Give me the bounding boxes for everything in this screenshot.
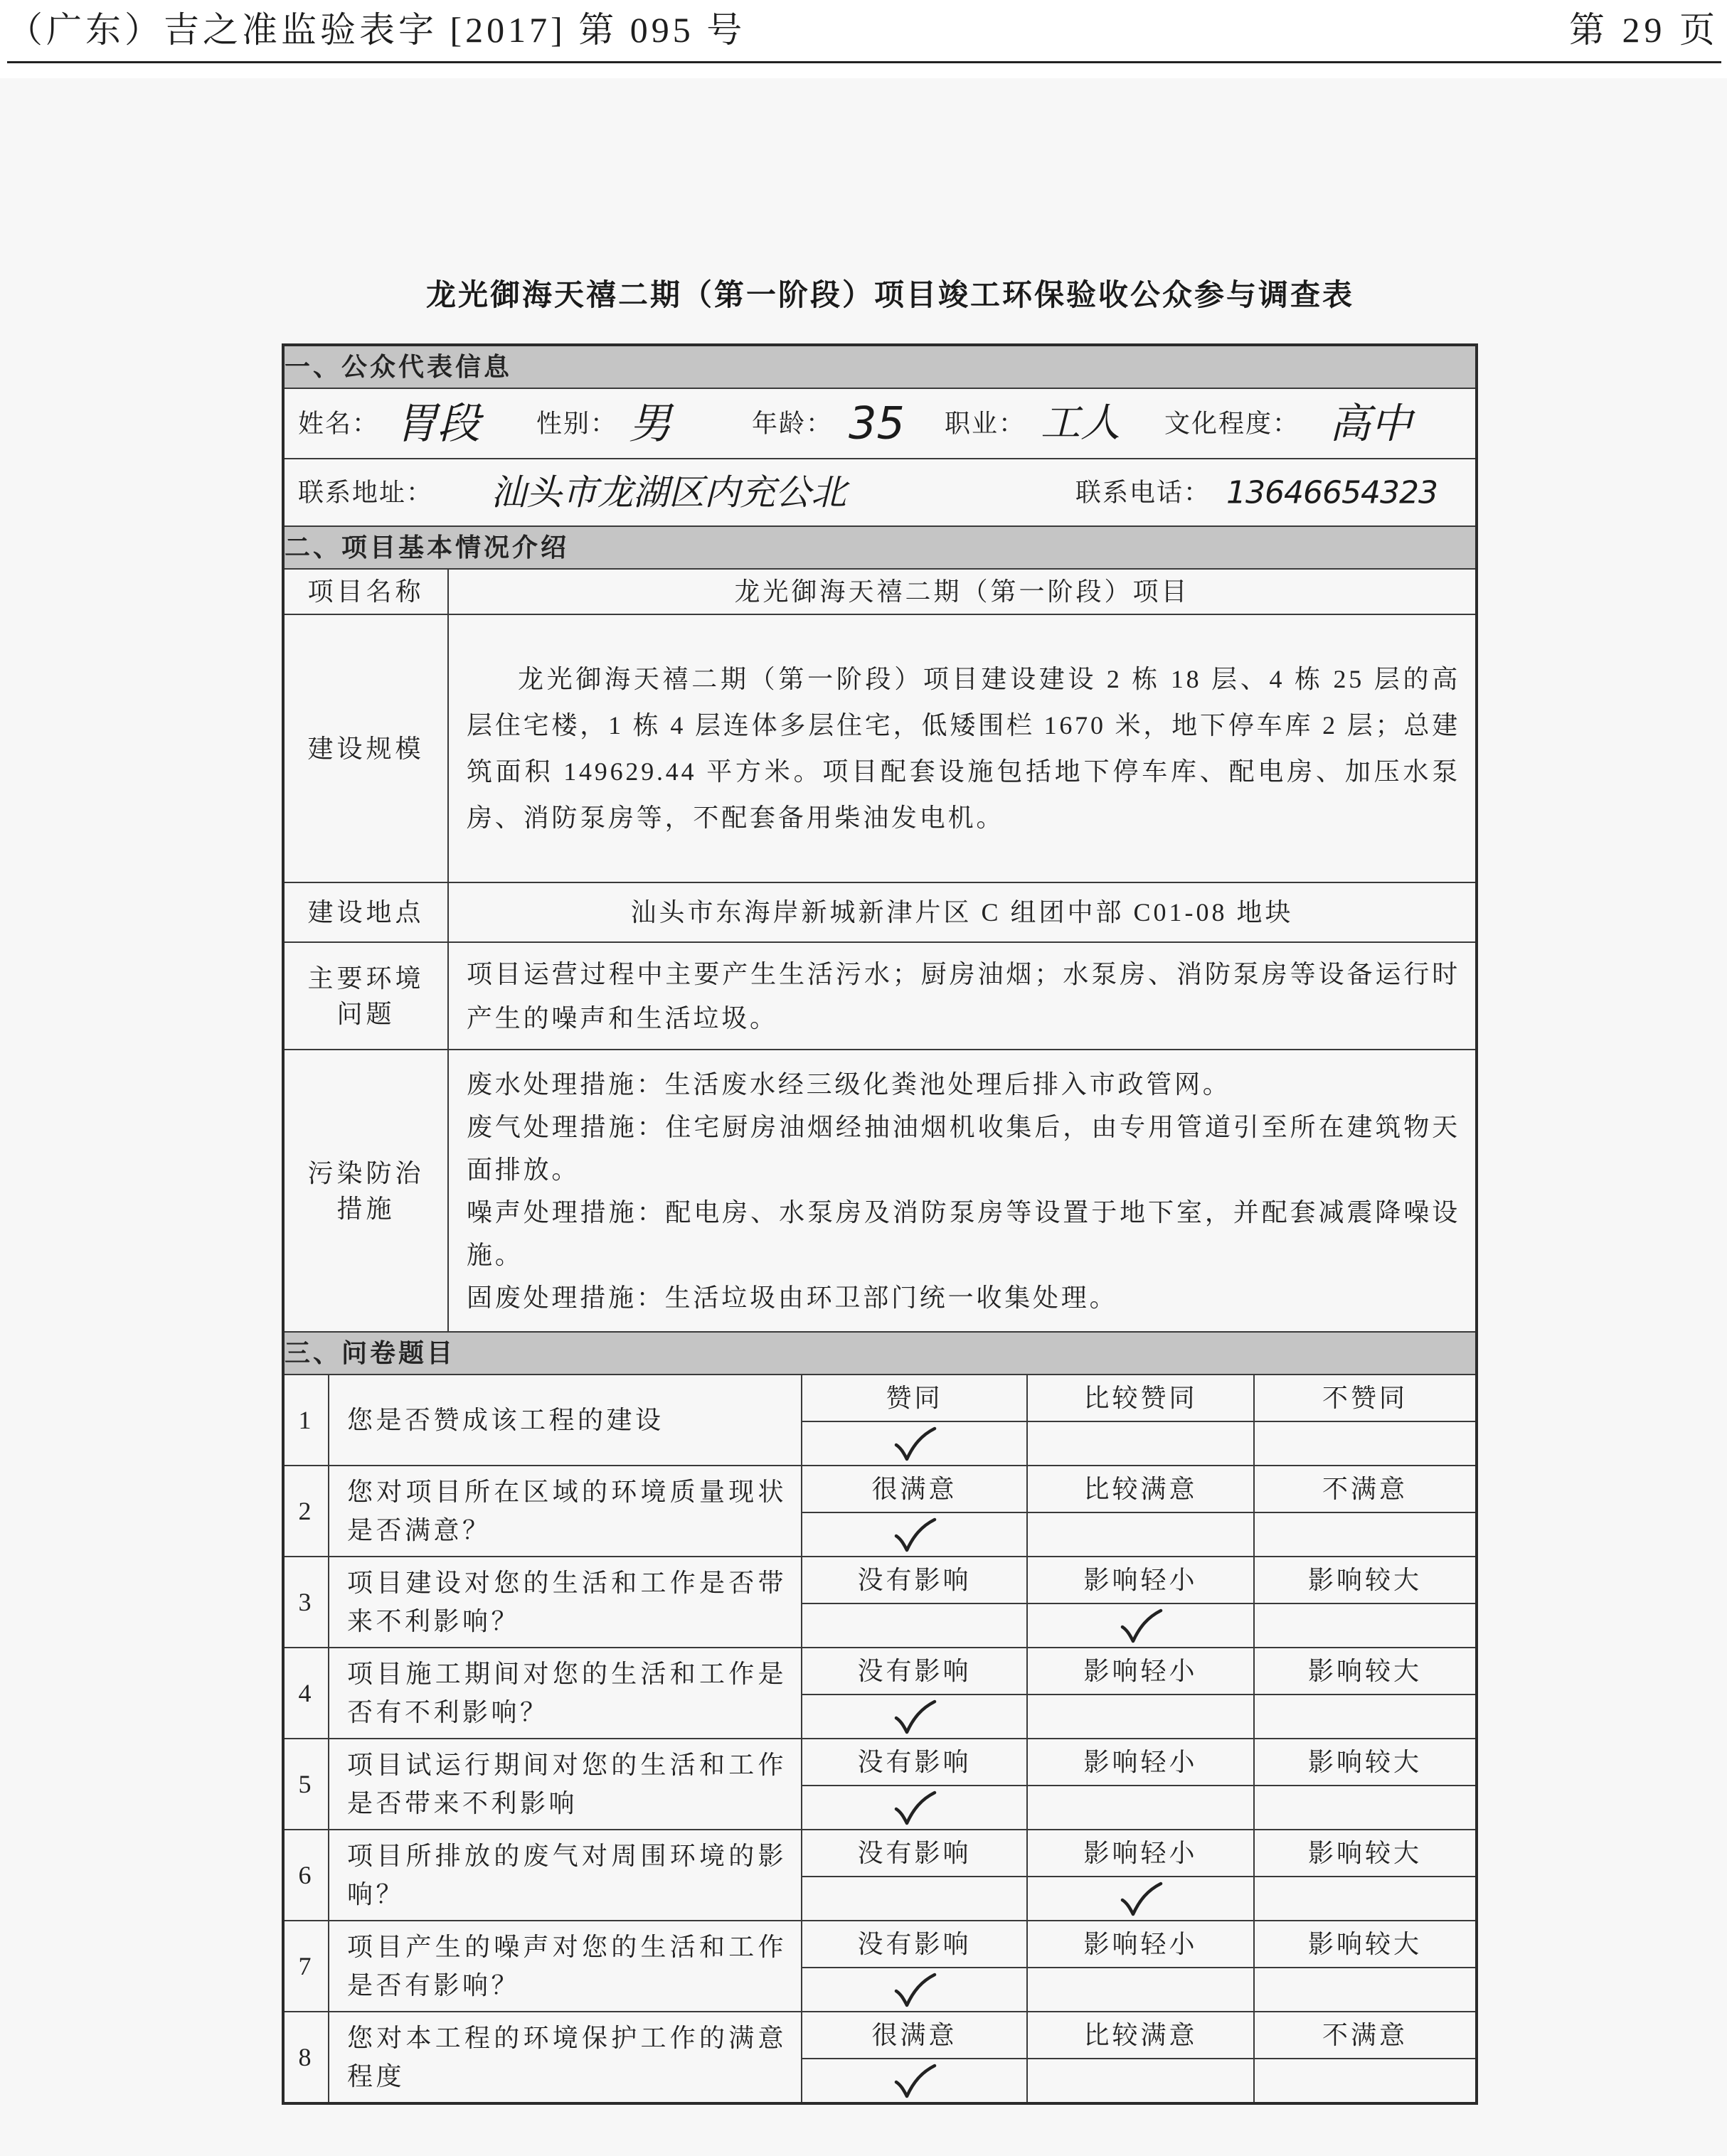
contact-fields: [285, 459, 1475, 525]
address-value: 汕头市龙湖区内充公北: [491, 471, 846, 513]
question-number: 2: [283, 1466, 329, 1557]
personal-info-fields: [285, 389, 1475, 458]
answer-check-cell: [1027, 1421, 1254, 1466]
answer-check-cell: [1254, 1695, 1477, 1739]
check-mark-icon: [892, 1426, 937, 1462]
question-row: [283, 2012, 1477, 2059]
answer-option-label: 影响轻小: [1027, 1921, 1254, 1968]
answer-option-label: 影响较大: [1254, 1557, 1477, 1603]
check-mark-icon: [892, 2064, 937, 2099]
solid-waste-measure: 固废处理措施：生活垃圾由环卫部门统一收集处理。: [467, 1283, 1118, 1312]
answer-option-label: 比较满意: [1027, 2012, 1254, 2059]
answer-option-label: 不赞同: [1254, 1375, 1477, 1421]
occupation-label: 职业：: [945, 409, 1026, 438]
answer-check-cell: [802, 2059, 1027, 2103]
pollution-measures-cell: [448, 1050, 1477, 1332]
construction-location-value: 汕头市东海岸新城新津片区 C 组团中部 C01-08 地块: [448, 882, 1477, 942]
name-label: 姓名：: [298, 409, 380, 438]
answer-check-cell: [802, 1512, 1027, 1557]
question-number: 4: [283, 1648, 329, 1739]
wastewater-measure: 废水处理措施：生活废水经三级化粪池处理后排入市政管网。: [467, 1069, 1231, 1099]
question-text-cell: [329, 2012, 802, 2103]
construction-location-row: [283, 882, 1477, 942]
environment-issues-text: 项目运营过程中主要产生生活污水；厨房油烟；水泵房、消防泵房等设备运行时产生的噪声和生活垃圾。: [467, 959, 1461, 1032]
answer-check-cell: [1254, 1512, 1477, 1557]
check-mark-icon: [892, 1699, 937, 1735]
answer-option-label: 影响轻小: [1027, 1557, 1254, 1603]
phone-label: 联系电话：: [1075, 478, 1211, 507]
section-2-heading-row: [283, 526, 1477, 569]
occupation-value: 工人: [1041, 400, 1120, 447]
answer-option-label: 没有影响: [802, 1921, 1027, 1968]
check-mark-icon: [1118, 1608, 1164, 1644]
answer-option-label: 影响较大: [1254, 1739, 1477, 1786]
answer-option-label: 没有影响: [802, 1830, 1027, 1877]
answer-option-label: 不满意: [1254, 2012, 1477, 2059]
answer-check-cell: [802, 1877, 1027, 1921]
header-rule: [7, 61, 1721, 63]
answer-option-label: 很满意: [802, 2012, 1027, 2059]
question-number: 8: [283, 2012, 329, 2103]
personal-info-cell: [283, 388, 1477, 459]
check-mark-icon: [892, 1973, 937, 2008]
answer-option-label: 影响轻小: [1027, 1739, 1254, 1786]
name-value: 胃段: [395, 398, 480, 449]
noise-measure: 噪声处理措施：配电房、水泵房及消防泵房等设置于地下室，并配套减震降噪设施。: [467, 1197, 1461, 1269]
question-row: [283, 1921, 1477, 1968]
question-row: [283, 1557, 1477, 1603]
answer-check-cell: [1254, 2059, 1477, 2103]
phone-value: 13646654323: [1226, 474, 1438, 511]
answer-option-label: 没有影响: [802, 1739, 1027, 1786]
section-3-heading: 三、问卷题目: [283, 1332, 1477, 1375]
environment-issues-row: [283, 942, 1477, 1050]
answer-check-cell: [1254, 1877, 1477, 1921]
answer-option-label: 很满意: [802, 1466, 1027, 1512]
gender-value: 男: [629, 398, 671, 449]
answer-check-cell: [1254, 1968, 1477, 2012]
education-value: 高中: [1329, 398, 1413, 447]
answer-check-cell: [1027, 1877, 1254, 1921]
answer-option-label: 没有影响: [802, 1557, 1027, 1603]
answer-check-cell: [802, 1786, 1027, 1830]
question-text: 项目建设对您的生活和工作是否带来不利影响？: [347, 1569, 787, 1635]
education-label: 文化程度：: [1164, 409, 1300, 438]
question-text-cell: [329, 1830, 802, 1921]
project-name-label-cell: [283, 569, 448, 614]
address-label: 联系地址：: [298, 478, 434, 507]
question-row: [283, 1830, 1477, 1877]
answer-check-cell: [1254, 1421, 1477, 1466]
section-2-heading: 二、项目基本情况介绍: [283, 526, 1477, 569]
environment-issues-cell: [448, 942, 1477, 1050]
gender-label: 性别：: [536, 409, 618, 438]
answer-check-cell: [802, 1695, 1027, 1739]
question-text: 项目施工期间对您的生活和工作是否有不利影响？: [347, 1660, 787, 1727]
construction-scale-text: 龙光御海天禧二期（第一阶段）项目建设建设 2 栋 18 层、4 栋 25 层的高层住宅楼，1 栋 4 层连体多层住宅，低矮围栏 1670 米，地下停车库 2 层；总建筑面积 149629.44 平方米。项目配套设施包括地下停车库、配电房、加压水泵房、消防泵房等，不配套备用柴油发电机。: [467, 664, 1461, 832]
question-text-cell: [329, 1375, 802, 1466]
answer-option-label: 影响较大: [1254, 1648, 1477, 1695]
question-number: 7: [283, 1921, 329, 2012]
question-text: 您对项目所在区域的环境质量现状是否满意？: [347, 1478, 787, 1544]
question-text: 项目产生的噪声对您的生活和工作是否有影响？: [347, 1933, 787, 2000]
contact-row: [283, 459, 1477, 526]
answer-check-cell: [1027, 1695, 1254, 1739]
answer-option-label: 不满意: [1254, 1466, 1477, 1512]
answer-option-label: 影响较大: [1254, 1830, 1477, 1877]
questionnaire-body: [283, 1375, 1477, 2103]
question-text-cell: [329, 1557, 802, 1648]
question-number: 1: [283, 1375, 329, 1466]
question-text-cell: [329, 1648, 802, 1739]
question-text-cell: [329, 1921, 802, 2012]
question-text-cell: [329, 1739, 802, 1830]
contact-cell: [283, 459, 1477, 526]
answer-option-label: 比较赞同: [1027, 1375, 1254, 1421]
answer-check-cell: [802, 1968, 1027, 2012]
answer-check-cell: [1254, 1786, 1477, 1830]
construction-scale-label: 建设规模: [307, 734, 425, 763]
check-mark-icon: [892, 1791, 937, 1826]
question-text: 您是否赞成该工程的建设: [347, 1406, 664, 1434]
exhaust-gas-measure: 废气处理措施：住宅厨房油烟经抽油烟机收集后，由专用管道引至所在建筑物天面排放。: [467, 1112, 1461, 1184]
answer-option-label: 影响轻小: [1027, 1648, 1254, 1695]
project-name-row: [283, 569, 1477, 614]
info-body: [283, 345, 1477, 1375]
construction-location-label: 建设地点: [307, 898, 425, 927]
question-row: [283, 1648, 1477, 1695]
construction-location-label-cell: [283, 882, 448, 942]
construction-scale-cell: [448, 614, 1477, 882]
answer-check-cell: [1027, 2059, 1254, 2103]
question-text-cell: [329, 1466, 802, 1557]
question-text: 您对本工程的环境保护工作的满意程度: [347, 2024, 787, 2091]
answer-check-cell: [1027, 1603, 1254, 1648]
project-name-label: 项目名称: [307, 577, 425, 606]
project-name-value: 龙光御海天禧二期（第一阶段）项目: [448, 569, 1477, 614]
personal-info-row: [283, 388, 1477, 459]
answer-check-cell: [1027, 1512, 1254, 1557]
section-1-heading: 一、公众代表信息: [283, 345, 1477, 388]
age-label: 年龄：: [752, 409, 834, 438]
pollution-measures-row: [283, 1050, 1477, 1332]
environment-issues-label-cell: [283, 942, 448, 1050]
environment-issues-label: 主要环境问题: [307, 964, 425, 1028]
section-3-heading-row: [283, 1332, 1477, 1375]
answer-check-cell: [1027, 1786, 1254, 1830]
answer-option-label: 比较满意: [1027, 1466, 1254, 1512]
pollution-measures-label: 污染防治措施: [307, 1158, 425, 1223]
question-number: 5: [283, 1739, 329, 1830]
section-1-heading-row: [283, 345, 1477, 388]
check-mark-icon: [892, 1517, 937, 1553]
document-number: （广东）吉之准监验表字 [2017] 第 095 号: [7, 10, 746, 50]
age-value: 35: [849, 397, 905, 449]
question-number: 6: [283, 1830, 329, 1921]
answer-check-cell: [1027, 1968, 1254, 2012]
answer-check-cell: [802, 1421, 1027, 1466]
answer-check-cell: [1254, 1603, 1477, 1648]
construction-scale-row: [283, 614, 1477, 882]
question-text: 项目所排放的废气对周围环境的影响？: [347, 1842, 787, 1909]
question-row: [283, 1375, 1477, 1421]
survey-form-table: [282, 343, 1478, 2105]
answer-option-label: 影响较大: [1254, 1921, 1477, 1968]
question-number: 3: [283, 1557, 329, 1648]
page-number: 第 29 页: [1569, 10, 1719, 50]
question-text: 项目试运行期间对您的生活和工作是否带来不利影响: [347, 1751, 787, 1818]
form-title: 龙光御海天禧二期（第一阶段）项目竣工环保验收公众参与调查表: [426, 279, 1355, 312]
answer-option-label: 影响轻小: [1027, 1830, 1254, 1877]
question-row: [283, 1466, 1477, 1512]
answer-option-label: 没有影响: [802, 1648, 1027, 1695]
check-mark-icon: [1118, 1882, 1164, 1917]
pollution-measures-label-cell: [283, 1050, 448, 1332]
answer-check-cell: [802, 1603, 1027, 1648]
answer-option-label: 赞同: [802, 1375, 1027, 1421]
question-row: [283, 1739, 1477, 1786]
construction-scale-label-cell: [283, 614, 448, 882]
